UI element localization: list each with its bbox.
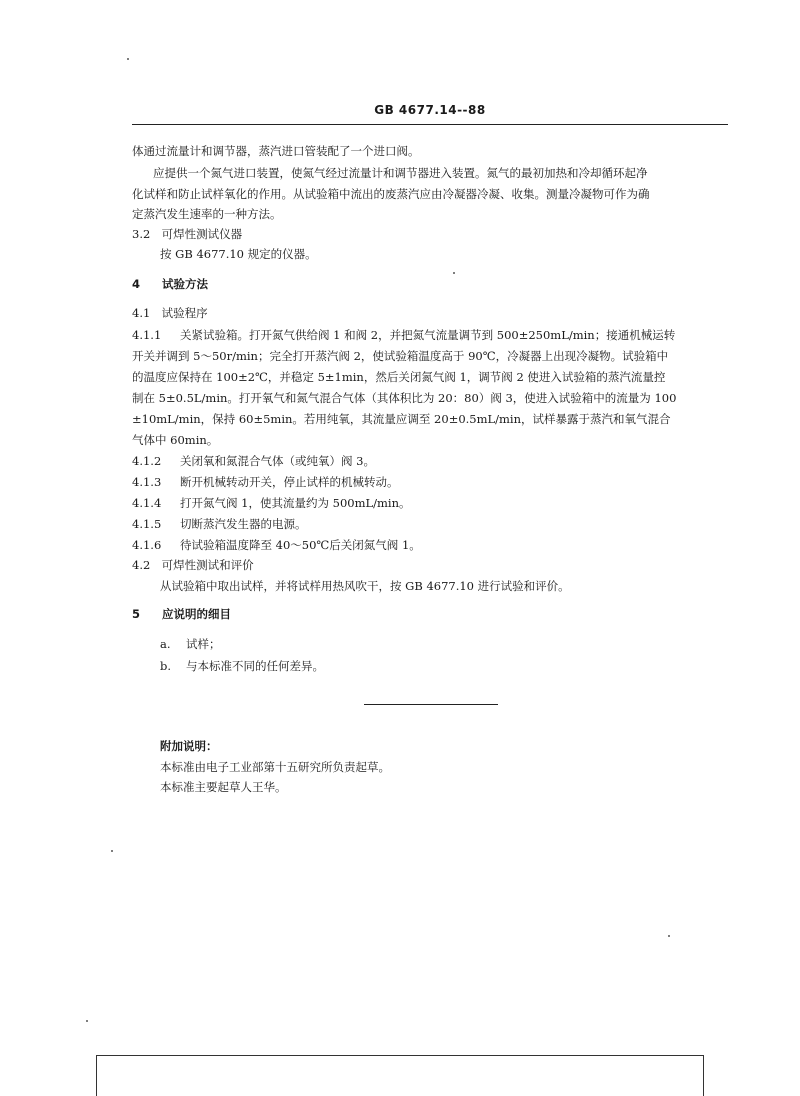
section-5-heading xyxy=(132,605,728,624)
section-4-2-heading xyxy=(132,556,728,575)
section-4-1-1-line: 开关并调到 5～50r/min；完全打开蒸汽阀 2，使试验箱温度高于 90℃，冷凝器上出现冷凝物。试验箱中 xyxy=(132,349,669,363)
section-title: 应说明的细目 xyxy=(162,607,232,621)
section-4-1-1-line xyxy=(132,326,728,345)
section-title: 试验方法 xyxy=(162,277,209,291)
step-text: 切断蒸汽发生器的电源。 xyxy=(180,517,307,531)
scan-speck xyxy=(127,58,129,60)
section-number: 4 xyxy=(132,277,141,291)
body-line: 化试样和防止试样氧化的作用。从试验箱中流出的废蒸汽应由冷凝器冷凝、收集。测量冷凝物可作为确 xyxy=(132,187,650,201)
body-line: 定蒸汽发生速率的一种方法。 xyxy=(132,207,282,221)
scan-speck xyxy=(86,1020,88,1022)
step-text: 打开氮气阀 1，使其流量约为 500mL/min。 xyxy=(180,496,411,510)
scan-speck xyxy=(668,935,670,937)
scan-speck xyxy=(111,850,113,852)
step-line xyxy=(132,473,728,492)
body-line: 体通过流量计和调节器，蒸汽进口管装配了一个进口阀。 xyxy=(132,144,420,158)
list-item-text: 试样； xyxy=(186,637,221,651)
step-text: 待试验箱温度降至 40～50℃后关闭氮气阀 1。 xyxy=(180,538,421,552)
list-item-label: b. xyxy=(160,659,172,673)
section-4-heading xyxy=(132,275,728,294)
step-line xyxy=(132,515,728,534)
step-line xyxy=(132,452,728,471)
section-number: 5 xyxy=(132,607,141,621)
standard-code-header: GB 4677.14--88 xyxy=(374,103,486,117)
notes-line: 本标准由电子工业部第十五研究所负责起草。 xyxy=(160,760,390,774)
step-number: 4.1.3 xyxy=(132,475,162,489)
step-number: 4.1.6 xyxy=(132,538,162,552)
step-number: 4.1.2 xyxy=(132,454,162,468)
body-line: 应提供一个氮气进口装置，使氮气经过流量计和调节器进入装置。氮气的最初加热和冷却循环起净 xyxy=(153,166,648,180)
section-text: 关紧试验箱。打开氮气供给阀 1 和阀 2，并把氮气流量调节到 500±250mL/min；接通机械运转 xyxy=(180,328,676,342)
section-4-1-1-line: ±10mL/min，保持 60±5min。若用纯氧，其流量应调至 20±0.5mL/min，试样暴露于蒸汽和氧气混合 xyxy=(132,412,671,426)
step-text: 关闭氧和氮混合气体（或纯氧）阀 3。 xyxy=(180,454,375,468)
section-number: 4.1 xyxy=(132,306,151,320)
section-3-2-heading xyxy=(132,225,728,244)
notes-line: 本标准主要起草人王华。 xyxy=(160,780,287,794)
section-number: 3.2 xyxy=(132,227,151,241)
section-4-1-1-line: 制在 5±0.5L/min。打开氧气和氮气混合气体（其体积比为 20：80）阀 3，使进入试验箱中的流量为 100 xyxy=(132,391,677,405)
section-4-1-1-line: 气体中 60min。 xyxy=(132,433,219,447)
section-number: 4.1.1 xyxy=(132,328,162,342)
step-number: 4.1.4 xyxy=(132,496,162,510)
step-text: 断开机械转动开关，停止试样的机械转动。 xyxy=(180,475,399,489)
section-4-1-heading xyxy=(132,304,728,323)
bottom-frame xyxy=(96,1055,704,1096)
end-separator xyxy=(364,704,498,705)
step-number: 4.1.5 xyxy=(132,517,162,531)
list-item-label: a. xyxy=(160,637,171,651)
section-number: 4.2 xyxy=(132,558,151,572)
section-4-1-1-line: 的温度应保持在 100±2℃，并稳定 5±1min，然后关闭氮气阀 1，调节阀 2 使进入试验箱的蒸汽流量控 xyxy=(132,370,666,384)
step-line xyxy=(132,536,728,555)
list-item xyxy=(160,635,756,654)
header-rule xyxy=(132,124,728,125)
list-item xyxy=(160,657,756,676)
section-title: 试验程序 xyxy=(161,306,208,320)
section-title: 可焊性测试仪器 xyxy=(161,227,243,241)
section-3-2-body: 按 GB 4677.10 规定的仪器。 xyxy=(160,247,317,261)
section-4-2-body: 从试验箱中取出试样，并将试样用热风吹干，按 GB 4677.10 进行试验和评价。 xyxy=(160,579,570,593)
scan-speck xyxy=(453,272,455,274)
section-title: 可焊性测试和评价 xyxy=(161,558,254,572)
list-item-text: 与本标准不同的任何差异。 xyxy=(186,659,324,673)
step-line xyxy=(132,494,728,513)
notes-title: 附加说明： xyxy=(160,739,218,753)
